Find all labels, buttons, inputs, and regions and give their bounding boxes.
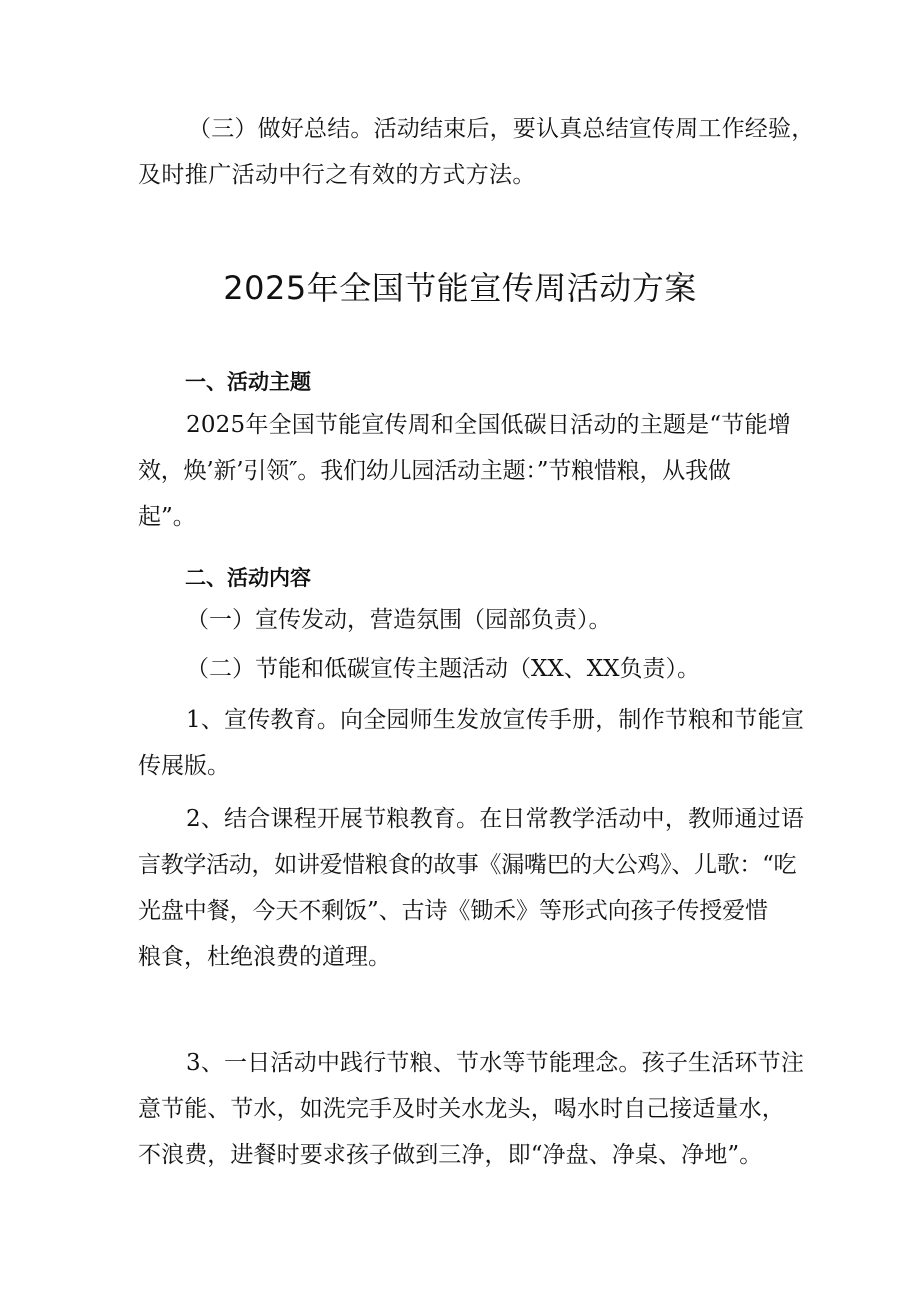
text-line: 及时推广活动中行之有效的方式方法。 — [138, 162, 536, 188]
text-line: 言教学活动，如讲爱惜粮食的故事《漏嘴巴的大公鸡》、儿歌：“吃 — [138, 852, 797, 878]
text-line: 光盘中餐，今天不剩饭”、古诗《锄禾》等形式向孩子传授爱惜 — [138, 898, 768, 924]
section-heading-content: 二、活动内容 — [185, 566, 311, 590]
text-line: （一）宣传发动，营造氛围（园部负责）。 — [186, 607, 612, 633]
text-line: 2025年全国节能宣传周和全国低碳日活动的主题是“节能增 — [186, 412, 791, 438]
content-point-2 — [138, 796, 805, 980]
section-heading-theme: 一、活动主题 — [185, 370, 311, 394]
text-line: （二）节能和低碳宣传主题活动（XX、XX负责）。 — [186, 656, 700, 682]
text-line: （三）做好总结。活动结束后，要认真总结宣传周工作经验， — [188, 116, 815, 142]
document-title: 2025年全国节能宣传周活动方案 — [223, 269, 697, 307]
content-point-3 — [138, 1040, 805, 1178]
text-line: 1、宣传教育。向全园师生发放宣传手册，制作节粮和节能宣 — [186, 707, 805, 733]
text-line: 2、结合课程开展节粮教育。在日常教学活动中，教师通过语 — [186, 806, 805, 832]
text-line: 意节能、节水，如洗完手及时关水龙头，喝水时自己接适量水， — [138, 1096, 785, 1122]
text-line: 效，焕’新’引领″。我们幼儿园活动主题：”节粮惜粮，从我做 — [138, 458, 731, 484]
content-item-1 — [138, 597, 798, 643]
text-line: 起”。 — [138, 504, 196, 530]
text-line: 传展版。 — [138, 753, 230, 779]
text-line: 粮食，杜绝浪费的道理。 — [138, 944, 391, 970]
content-point-1 — [138, 697, 805, 789]
theme-paragraph — [138, 402, 798, 540]
content-item-2 — [138, 646, 798, 692]
text-line: 不浪费，进餐时要求孩子做到三净，即“净盘、净桌、净地”。 — [138, 1142, 763, 1168]
text-line: 3、一日活动中践行节粮、节水等节能理念。孩子生活环节注 — [186, 1050, 805, 1076]
intro-paragraph — [138, 106, 815, 198]
